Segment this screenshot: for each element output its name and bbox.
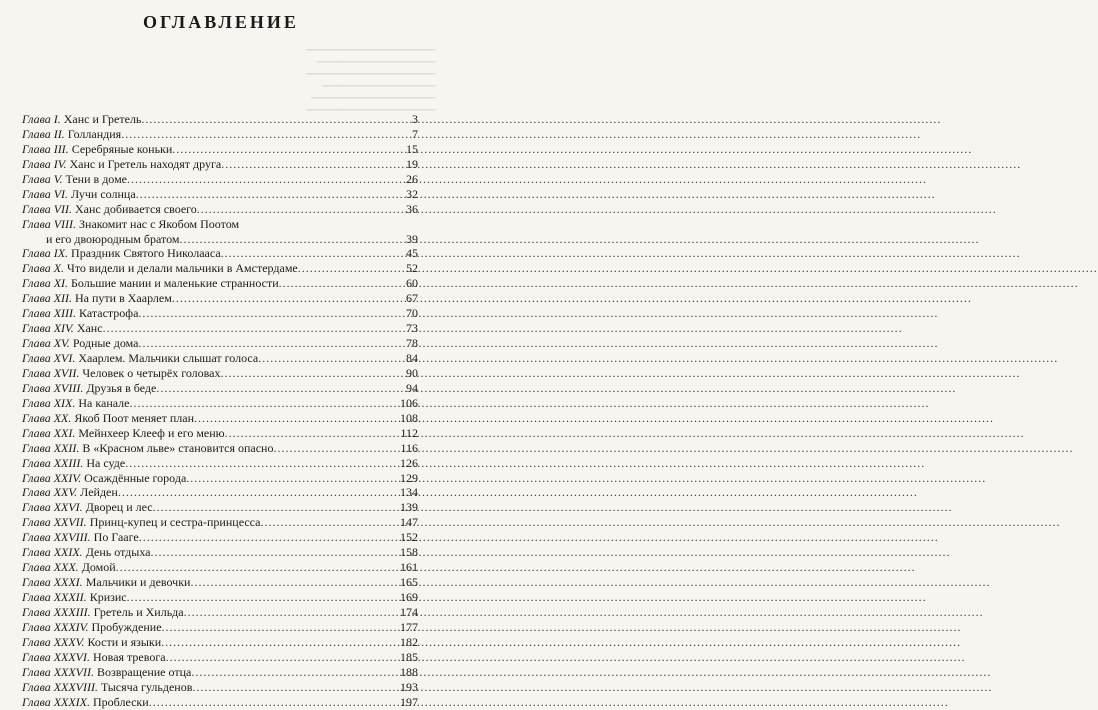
toc-entry-text	[22, 306, 138, 320]
leader-dots	[162, 620, 400, 634]
toc-entry-text	[22, 232, 179, 246]
book-page	[0, 0, 442, 709]
leader-dots	[194, 411, 400, 425]
chapter-title: Тени в доме	[65, 171, 127, 186]
bleed-through-texture: ━━━━━━━━━━━━━━━━━━━━━━━━ ━━━━━━━━━━━━━━━━━━━━━━ ━━━━━━━━━━━━━━━━━━━━━━━━ ━━━━━━━━━━━━━━━━━━━━━ ━━━━━━━━━━━━━━━━━━━━━━━ ━━━━━━━━━━━━━━━━━━━━━━━━	[305, 45, 436, 115]
leader-dots	[161, 635, 400, 649]
toc-entry-text	[22, 127, 121, 141]
page-number: 90	[406, 365, 418, 380]
toc-entry	[22, 321, 418, 336]
toc-entry-text	[22, 202, 197, 216]
chapter-title: и его двоюродным братом	[46, 231, 180, 246]
chapter-number: Глава XIII.	[22, 306, 77, 321]
leader-dots	[141, 112, 412, 126]
toc-entry	[22, 441, 418, 456]
chapter-number: Глава XI.	[22, 276, 69, 291]
leader-dots	[221, 366, 406, 380]
chapter-title: По Гааге	[93, 530, 139, 545]
leader-dots	[258, 351, 406, 365]
page-number: 147	[400, 515, 418, 530]
toc-entry	[22, 605, 418, 620]
toc-entry	[22, 157, 418, 172]
page-number: 67	[406, 291, 418, 306]
toc-entry-text	[22, 187, 136, 201]
toc-entry	[22, 246, 418, 261]
chapter-number: Глава V.	[22, 171, 63, 186]
page-number: 32	[406, 186, 418, 201]
page-number: 60	[406, 276, 418, 291]
toc-entry-text	[22, 291, 172, 305]
leader-dots	[121, 127, 412, 141]
chapter-number: Глава XXIX.	[22, 545, 83, 560]
chapter-number: Глава IX.	[22, 246, 69, 261]
table-of-contents	[22, 112, 418, 710]
toc-entry	[22, 500, 418, 515]
page-number: 15	[406, 141, 418, 156]
chapter-title: Гретель и Хильда	[93, 604, 184, 619]
page-number: 134	[400, 485, 418, 500]
page-number: 182	[400, 634, 418, 649]
toc-entry	[22, 650, 418, 665]
leader-dots	[172, 291, 406, 305]
chapter-number: Глава VI.	[22, 186, 69, 201]
leader-dots	[127, 590, 400, 604]
chapter-number: Глава XXVIII.	[22, 530, 91, 545]
leader-dots	[279, 276, 406, 290]
chapter-title: День отдыха	[85, 545, 151, 560]
chapter-number: Глава XXXI.	[22, 575, 83, 590]
chapter-title: Что видели и делали мальчики в Амстердаме	[67, 261, 298, 276]
toc-entry	[22, 261, 418, 276]
leader-dots	[138, 306, 406, 320]
chapter-number: Глава XXIV.	[22, 470, 82, 485]
toc-entry-text	[22, 336, 138, 350]
toc-entry	[22, 112, 418, 127]
toc-entry	[22, 471, 418, 486]
chapter-title: Дворец и лес	[85, 500, 153, 515]
toc-entry	[22, 217, 418, 232]
leader-dots	[191, 665, 400, 679]
chapter-title: На суде	[86, 455, 126, 470]
chapter-number: Глава XV.	[22, 336, 70, 351]
page-number: 129	[400, 470, 418, 485]
chapter-title: На пути в Хаарлем	[75, 291, 172, 306]
leader-dots	[184, 605, 400, 619]
toc-entry	[22, 351, 418, 366]
toc-entry-text	[22, 695, 149, 709]
chapter-title: Ханс и Гретель	[63, 112, 142, 126]
chapter-number: Глава VIII.	[22, 216, 77, 231]
leader-dots	[138, 336, 406, 350]
chapter-title: Большие мании и маленькие странности	[71, 276, 279, 291]
toc-entry-text	[22, 381, 156, 395]
chapter-title: Осаждённые города	[84, 470, 187, 485]
chapter-number: Глава XXXVI.	[22, 649, 91, 664]
toc-entry-text	[22, 575, 190, 589]
toc-entry	[22, 620, 418, 635]
leader-dots	[260, 515, 400, 529]
chapter-number: Глава XXXII.	[22, 590, 87, 604]
page-number: 39	[406, 231, 418, 246]
leader-dots	[127, 172, 406, 186]
page-number: 106	[400, 395, 418, 410]
toc-entry-text	[22, 396, 130, 410]
page-number: 169	[400, 590, 418, 604]
leader-dots	[273, 441, 400, 455]
toc-entry-text	[22, 605, 184, 619]
toc-entry	[22, 366, 418, 381]
page-number: 108	[400, 410, 418, 425]
chapter-number: Глава XVII.	[22, 365, 80, 380]
leader-dots	[166, 650, 400, 664]
chapter-title: Лейден	[80, 485, 118, 500]
toc-entry	[22, 485, 418, 500]
leader-dots	[197, 202, 406, 216]
page-title: ОГЛАВЛЕНИЕ	[143, 12, 299, 32]
leader-dots	[225, 426, 401, 440]
chapter-number: Глава XXXV.	[22, 634, 85, 649]
page-number: 126	[400, 455, 418, 470]
chapter-title: Кости и языки	[87, 634, 162, 649]
chapter-title: Голландия	[67, 126, 122, 141]
leader-dots	[136, 187, 406, 201]
toc-entry	[22, 680, 418, 695]
page-number: 52	[406, 261, 418, 276]
leader-dots	[116, 560, 400, 574]
toc-entry-text	[22, 426, 225, 440]
chapter-title: Новая тревога	[93, 649, 166, 664]
toc-entry-text	[22, 485, 118, 499]
toc-entry-text	[22, 500, 153, 514]
leader-dots	[125, 456, 400, 470]
toc-entry	[22, 575, 418, 590]
leader-dots	[118, 485, 400, 499]
toc-entry	[22, 545, 418, 560]
chapter-number: Глава XIX.	[22, 395, 76, 410]
toc-entry	[22, 695, 418, 710]
toc-entry-text	[22, 351, 258, 365]
leader-dots	[130, 396, 401, 410]
chapter-number: Глава XXVII.	[22, 515, 87, 530]
page-number: 185	[400, 649, 418, 664]
chapter-title: Друзья в беде	[86, 380, 157, 395]
page-number: 116	[400, 440, 418, 455]
toc-entry	[22, 590, 418, 605]
leader-dots	[221, 157, 406, 171]
chapter-title: Лучи солнца	[71, 186, 136, 201]
chapter-title: На канале	[78, 395, 130, 410]
chapter-number: Глава XXV.	[22, 485, 78, 500]
toc-entry	[22, 187, 418, 202]
toc-entry-text	[22, 366, 221, 380]
toc-entry	[22, 560, 418, 575]
chapter-title: Серебряные коньки	[71, 141, 173, 156]
toc-entry	[22, 127, 418, 142]
toc-entry	[22, 202, 418, 217]
chapter-title: Хаарлем. Мальчики слышат голоса	[78, 351, 259, 365]
leader-dots	[190, 575, 400, 589]
toc-entry	[22, 515, 418, 530]
toc-entry-text	[22, 560, 116, 574]
toc-entry	[22, 172, 418, 187]
leader-dots	[179, 232, 406, 246]
page-number: 94	[406, 380, 418, 395]
toc-entry-text	[22, 217, 239, 231]
page-number: 197	[400, 694, 418, 709]
toc-entry	[22, 381, 418, 396]
chapter-number: Глава XVI.	[22, 351, 76, 365]
page-number: 70	[406, 306, 418, 321]
toc-entry-text	[22, 142, 172, 156]
toc-entry-text	[22, 515, 260, 529]
chapter-title: В «Красном льве» становится опасно	[82, 440, 274, 455]
page-number: 7	[412, 126, 418, 141]
chapter-title: Ханс	[76, 321, 103, 336]
chapter-title: Кризис	[89, 590, 127, 604]
page-number: 112	[400, 425, 418, 440]
toc-entry	[22, 142, 418, 157]
page-number: 78	[406, 336, 418, 351]
leader-dots	[172, 142, 406, 156]
chapter-title: Мальчики и девочки	[85, 575, 191, 590]
page-number: 3	[412, 112, 418, 126]
toc-entry-text	[22, 530, 139, 544]
toc-entry-text	[22, 441, 273, 455]
page-number: 188	[400, 664, 418, 679]
page-number: 84	[406, 351, 418, 365]
toc-entry	[22, 396, 418, 411]
toc-entry-text	[22, 680, 192, 694]
chapter-number: Глава XXII.	[22, 440, 80, 455]
chapter-number: Глава VII.	[22, 201, 73, 216]
toc-entry-text	[22, 456, 125, 470]
chapter-number: Глава XII.	[22, 291, 73, 306]
page-number: 73	[406, 321, 418, 336]
toc-entry-text	[22, 650, 166, 664]
toc-entry-text	[22, 590, 127, 604]
page-number: 177	[400, 619, 418, 634]
toc-entry	[22, 635, 418, 650]
chapter-title: Пробуждение	[91, 619, 162, 634]
toc-entry	[22, 426, 418, 441]
chapter-title: Родные дома	[72, 336, 139, 351]
chapter-number: Глава XXI.	[22, 425, 76, 440]
chapter-title: Праздник Святого Николааса	[71, 246, 221, 261]
toc-entry	[22, 276, 418, 291]
page-number: 152	[400, 530, 418, 545]
chapter-title: Мейнхеер Клееф и его меню	[78, 425, 225, 440]
toc-entry	[22, 411, 418, 426]
chapter-number: Глава XXXIII.	[22, 604, 91, 619]
leader-dots	[151, 545, 400, 559]
chapter-number: Глава XXX.	[22, 560, 79, 575]
toc-entry	[22, 306, 418, 321]
toc-entry-text	[22, 545, 151, 559]
toc-entry-text	[22, 276, 279, 290]
chapter-title: Домой	[81, 560, 116, 575]
chapter-title: Ханс и Гретель находят друга	[69, 156, 222, 171]
page-number: 158	[400, 545, 418, 560]
page-number: 161	[400, 560, 418, 575]
chapter-number: Глава XXVI.	[22, 500, 83, 515]
leader-dots	[186, 471, 400, 485]
page-number: 19	[406, 156, 418, 171]
toc-entry	[22, 291, 418, 306]
page-number: 45	[406, 246, 418, 261]
page-number: 165	[400, 575, 418, 590]
chapter-title: Якоб Поот меняет план	[74, 410, 195, 425]
chapter-number: Глава XXXVII.	[22, 664, 95, 679]
toc-entry-text	[22, 172, 127, 186]
page-number: 193	[400, 679, 418, 694]
leader-dots	[221, 246, 406, 260]
chapter-title: Ханс добивается своего	[75, 201, 197, 216]
toc-entry-text	[22, 620, 162, 634]
leader-dots	[156, 381, 406, 395]
toc-entry-text	[22, 411, 194, 425]
page-number: 139	[400, 500, 418, 515]
leader-dots	[103, 321, 406, 335]
chapter-title: Катастрофа	[79, 306, 139, 321]
chapter-title: Принц-купец и сестра-принцесса	[89, 515, 261, 530]
chapter-title: Проблески	[93, 694, 149, 709]
chapter-number: Глава XXXVIII.	[22, 679, 99, 694]
toc-entry-text	[22, 112, 141, 126]
chapter-number: Глава II.	[22, 126, 65, 141]
toc-entry-text	[22, 246, 221, 260]
page-number: 36	[406, 201, 418, 216]
chapter-title: Знакомит нас с Якобом Поотом	[79, 216, 240, 231]
chapter-number: Глава XIV.	[22, 321, 74, 336]
toc-entry-text	[22, 471, 186, 485]
chapter-number: Глава III.	[22, 141, 69, 156]
chapter-number: Глава XXIII.	[22, 455, 84, 470]
toc-entry-text	[22, 321, 103, 335]
leader-dots	[139, 530, 400, 544]
chapter-number: Глава I.	[22, 112, 61, 126]
chapter-number: Глава XXXIX.	[22, 694, 91, 709]
toc-entry-text	[22, 261, 298, 275]
toc-entry	[22, 530, 418, 545]
chapter-number: Глава X.	[22, 261, 65, 276]
chapter-title: Тысяча гульденов	[101, 679, 193, 694]
toc-entry	[22, 456, 418, 471]
chapter-number: Глава XVIII.	[22, 380, 84, 395]
toc-entry	[22, 232, 418, 247]
leader-dots	[149, 695, 400, 709]
toc-entry	[22, 665, 418, 680]
toc-entry	[22, 336, 418, 351]
toc-entry-text	[22, 635, 161, 649]
page-number: 26	[406, 171, 418, 186]
page-number: 174	[400, 604, 418, 619]
chapter-title: Человек о четырёх головах	[82, 365, 221, 380]
leader-dots	[153, 500, 400, 514]
chapter-title: Возвращение отца	[97, 664, 192, 679]
leader-dots	[298, 261, 406, 275]
leader-dots	[192, 680, 400, 694]
chapter-number: Глава XX.	[22, 410, 72, 425]
chapter-number: Глава IV.	[22, 156, 67, 171]
toc-entry-text	[22, 665, 191, 679]
chapter-number: Глава XXXIV.	[22, 619, 89, 634]
toc-entry-text	[22, 157, 221, 171]
